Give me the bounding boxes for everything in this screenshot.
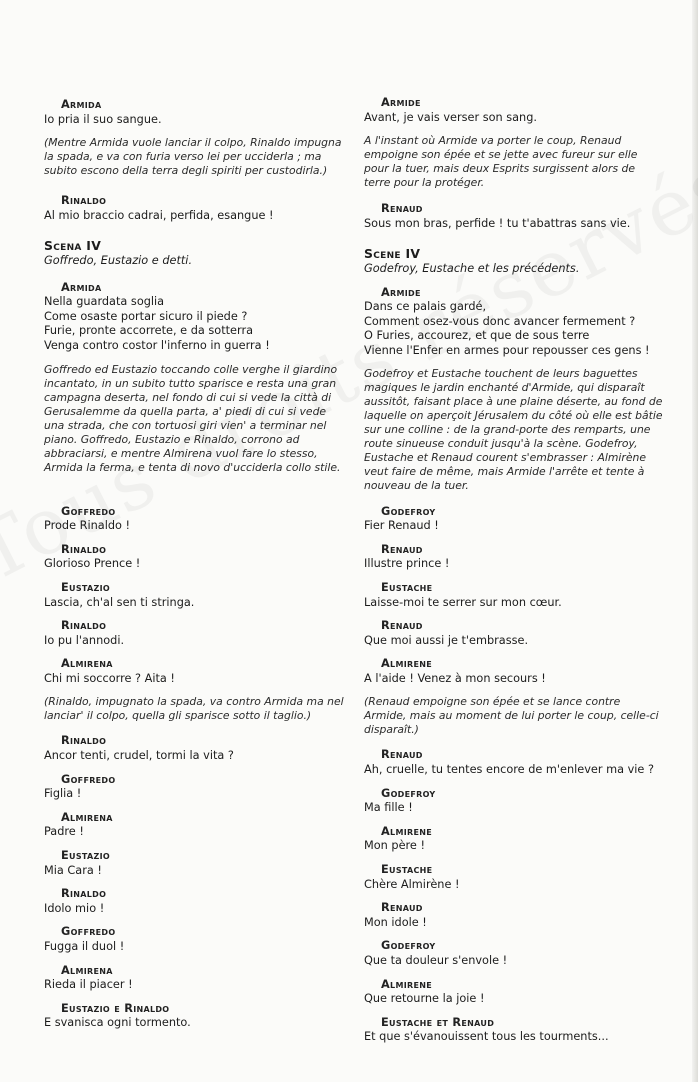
speaker-name: Almirene: [381, 824, 432, 838]
page-edge: [692, 0, 698, 1082]
verse-line: O Furies, accourez, et que de sous terre: [364, 329, 590, 343]
dialogue-line: A l'aide ! Venez à mon secours !: [364, 671, 546, 685]
dialogue-line: Fugga il duol !: [44, 940, 125, 953]
stage-direction: Godefroy et Eustache touchent de leurs baguettes magiques le jardin enchanté d'Armide, qui disparaît aussitôt, faisant place à une plaine déserte, au fond de laquelle on aperçoit Jérusalem du côté où elle est bâtie sur une colline : de la grand-porte des remparts, une route sinueuse conduit jusqu'à la scène. Godefroy, Eustache et Renaud courent s'embrasser : Almirène veut faire de même, mais Armide l'arrête et tente à nouveau de la tuer.: [364, 366, 663, 492]
speaker-name: Eustazio e Rinaldo: [61, 1001, 170, 1015]
dialogue-line: Sous mon bras, perfide ! tu t'abattras sans vie.: [364, 216, 631, 230]
dialogue-line: Fier Renaud !: [364, 519, 439, 533]
dialogue-line: Idolo mio !: [44, 901, 105, 915]
speaker-name: Goffredo: [61, 925, 116, 939]
speaker-name: Almirene: [381, 977, 432, 991]
dialogue-line: Padre !: [44, 825, 84, 839]
speaker-name: Godefroy: [381, 786, 436, 800]
speaker-name: Eustazio: [61, 580, 110, 594]
verse-line: Come osaste portar sicuro il piede ?: [44, 309, 248, 323]
dialogue-line: Et que s'évanouissent tous les tourments...: [364, 1030, 609, 1044]
speaker-name: Rinaldo: [61, 194, 107, 208]
verse-line: Dans ce palais gardé,: [364, 300, 487, 314]
verse-line: Venga contro costor l'inferno in guerra !: [44, 338, 270, 352]
speaker-name: Armida: [61, 98, 102, 111]
stage-direction: (Rinaldo, impugnato la spada, va contro Armida ma nel lanciar' il colpo, quella gli sparisce sotto il taglio.): [44, 695, 344, 723]
speaker-name: Goffredo: [61, 504, 116, 518]
dialogue-line: Rieda il piacer !: [44, 978, 133, 992]
speaker-name: Eustazio: [61, 849, 110, 863]
dialogue-line: Glorioso Prence !: [44, 557, 141, 571]
speaker-name: Armide: [381, 285, 421, 299]
dialogue-line: Mon idole !: [364, 915, 427, 929]
verse-line: Vienne l'Enfer en armes pour repousser ces gens !: [364, 343, 650, 357]
stage-direction: (Renaud empoigne son épée et se lance contre Armide, mais au moment de lui porter le coup, celle-ci disparaît.): [364, 695, 659, 737]
speaker-name: Rinaldo: [61, 734, 107, 748]
dialogue-line: Ancor tenti, crudel, tormi la vita ?: [44, 749, 234, 763]
dialogue-line: Ah, cruelle, tu tentes encore de m'enlever ma vie ?: [364, 763, 654, 777]
speaker-name: Renaud: [381, 619, 423, 633]
verse-line: Furie, pronte accorrete, e da sotterra: [44, 324, 254, 338]
dialogue-line: Io pu l'annodi.: [44, 633, 125, 647]
dialogue-line: Chi mi soccorre ? Aita !: [44, 671, 175, 685]
speaker-name: Eustache: [381, 580, 433, 594]
speaker-name: Godefroy: [381, 939, 436, 953]
speaker-name: Godefroy: [381, 504, 436, 518]
scene-title: Scene IV: [364, 246, 421, 262]
dialogue-line: Io pria il suo sangue.: [44, 112, 162, 126]
dialogue-line: E svanisca ogni tormento.: [44, 1016, 191, 1030]
speaker-name: Eustache et Renaud: [381, 1015, 495, 1029]
dialogue-line: Que retourne la joie !: [364, 992, 485, 1006]
dialogue-line: Laisse-moi te serrer sur mon cœur.: [364, 595, 562, 609]
speaker-name: Renaud: [381, 202, 423, 216]
dialogue-line: Mia Cara !: [44, 863, 102, 877]
dialogue-line: Figlia !: [44, 787, 82, 801]
french-column: [364, 96, 664, 1045]
dialogue-line: Prode Rinaldo !: [44, 519, 131, 533]
dialogue-line: Lascia, ch'al sen ti stringa.: [44, 595, 195, 609]
speaker-name: Rinaldo: [61, 542, 107, 556]
speaker-name: Almirena: [61, 810, 113, 824]
speaker-name: Almirena: [61, 963, 113, 977]
dialogue-line: Illustre prince !: [364, 557, 450, 571]
speaker-name: Eustache: [381, 863, 433, 877]
verse-line: Nella guardata soglia: [44, 295, 165, 309]
dialogue-line: Que ta douleur s'envole !: [364, 954, 508, 967]
speaker-name: Rinaldo: [61, 619, 107, 633]
dialogue-line: Chère Almirène !: [364, 877, 460, 891]
speaker-name: Rinaldo: [61, 887, 107, 901]
speaker-name: Almirena: [61, 657, 113, 671]
dialogue-line: Mon père !: [364, 839, 425, 853]
scene-characters: Goffredo, Eustazio e detti.: [44, 253, 193, 267]
dialogue-line: Ma fille !: [364, 801, 413, 815]
speaker-name: Renaud: [381, 901, 423, 915]
speaker-name: Almirene: [381, 657, 432, 671]
speaker-name: Renaud: [381, 748, 423, 762]
verse-line: Comment osez-vous donc avancer fermement ?: [364, 314, 636, 328]
speaker-name: Goffredo: [61, 772, 116, 786]
speaker-name: Renaud: [381, 542, 423, 556]
italian-column: [44, 98, 344, 1031]
speaker-name: Armida: [61, 280, 102, 294]
stage-direction: Goffredo ed Eustazio toccando colle verghe il giardino incantato, in un subito tutto sparisce e resta una gran campagna deserta, nel fondo di cui si vede la città di Gerusalemme da quella parta, a' piedi di cui si vede una strada, che con tortuosi giri vien' a terminar nel piano. Goffredo, Eustazio e Rinaldo, corrono ad abbraciarsi, e mentre Almirena vuol fare lo stesso, Armida la ferma, e tenta di novo d'ucciderla collo stile.: [44, 362, 341, 474]
speaker-name: Armide: [381, 96, 421, 109]
dialogue-line: Avant, je vais verser son sang.: [364, 110, 537, 124]
stage-direction: (Mentre Armida vuole lanciar il colpo, Rinaldo impugna la spada, e va con furia verso lei per ucciderla ; ma subito escono della terra degli spiriti per custodirla.): [44, 136, 342, 178]
scene-title: Scena IV: [44, 238, 102, 254]
dialogue-line: Que moi aussi je t'embrasse.: [364, 633, 529, 647]
stage-direction: A l'instant où Armide va porter le coup, Renaud empoigne son épée et se jette avec fureur sur elle pour la tuer, mais deux Esprits surgissent alors de terre pour la protéger.: [364, 134, 638, 190]
scene-characters: Godefroy, Eustache et les précédents.: [364, 261, 580, 275]
dialogue-line: Al mio braccio cadrai, perfida, esangue !: [44, 208, 274, 222]
